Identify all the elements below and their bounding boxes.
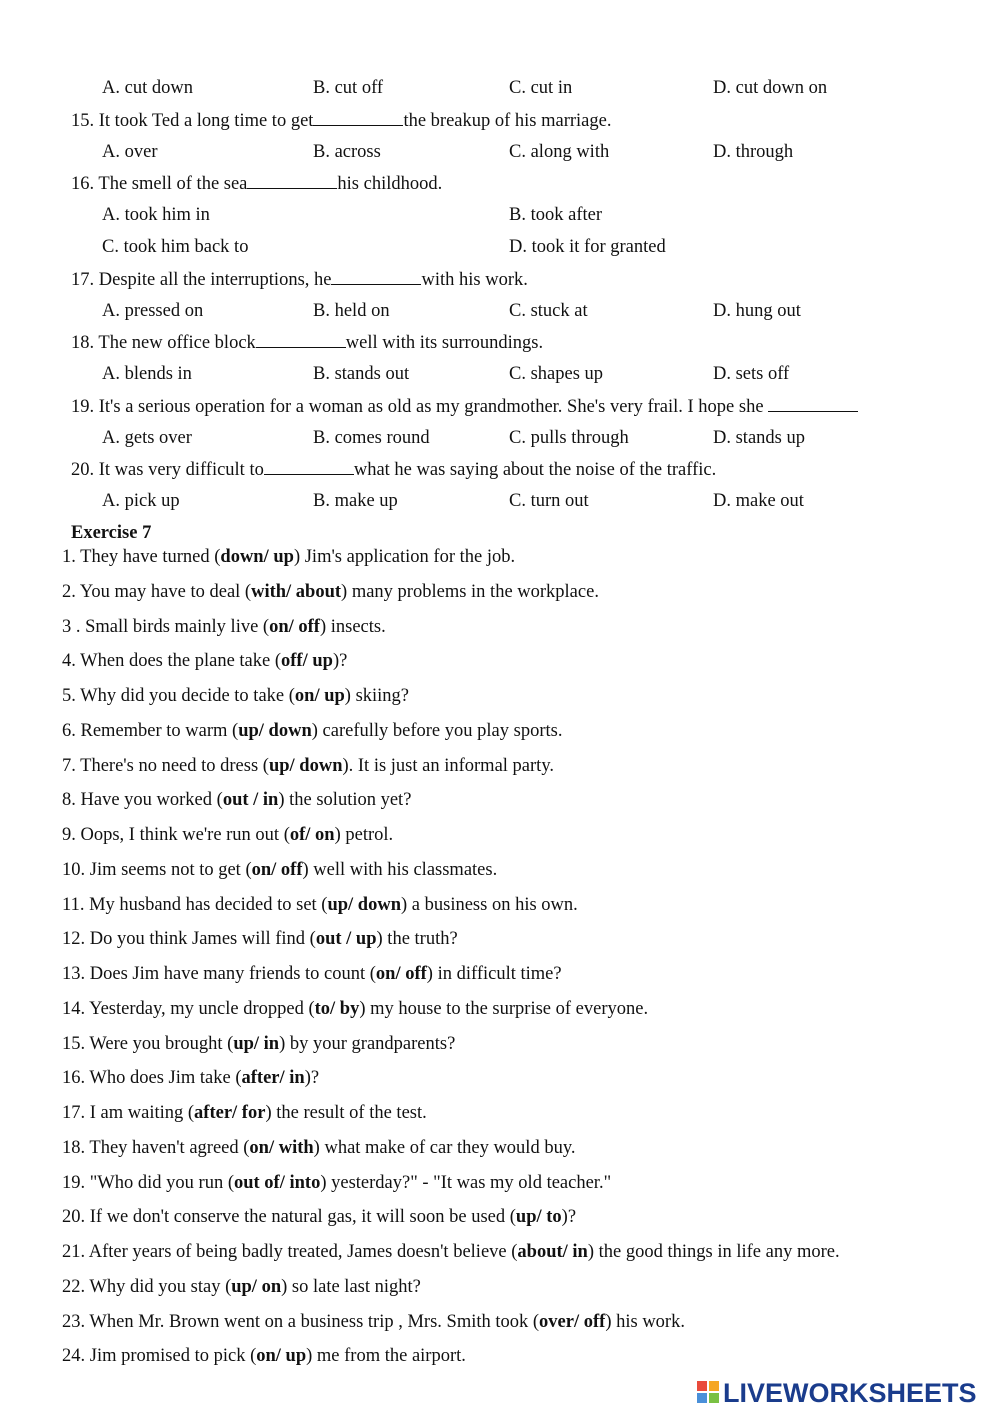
item-text: 13. Does Jim have many friends to count ( xyxy=(62,964,376,984)
item-text-after: )? xyxy=(561,1207,577,1227)
exercise-item xyxy=(62,1241,840,1263)
item-text-after: ) insects. xyxy=(319,617,386,637)
answer-option[interactable]: C. stuck at xyxy=(509,301,588,321)
exercise-item xyxy=(62,1102,427,1124)
item-text: 17. I am waiting ( xyxy=(62,1103,195,1123)
choice-options[interactable]: up/ down xyxy=(268,756,343,776)
item-text: 2. You may have to deal ( xyxy=(62,582,252,602)
answer-option[interactable]: B. stands out xyxy=(313,364,410,384)
question-number: 17. xyxy=(71,270,95,290)
exercise-item xyxy=(62,1067,319,1089)
answer-option[interactable]: D. sets off xyxy=(713,364,790,384)
answer-option[interactable]: D. through xyxy=(713,142,794,162)
choice-options[interactable]: off/ up xyxy=(281,651,333,671)
answer-blank[interactable] xyxy=(264,458,354,475)
item-text: 7. There's no need to dress ( xyxy=(62,756,269,776)
item-text: 11. My husband has decided to set ( xyxy=(62,895,328,915)
question-q19 xyxy=(71,395,858,418)
item-text-after: ) in difficult time? xyxy=(426,964,562,984)
exercise-item xyxy=(62,720,562,742)
choice-options[interactable]: up/ down xyxy=(238,721,312,741)
exercise-item xyxy=(62,1311,685,1333)
choice-options[interactable]: up/ to xyxy=(515,1207,562,1227)
item-text: 18. They haven't agreed ( xyxy=(62,1138,250,1158)
exercise-item xyxy=(62,1172,611,1194)
liveworksheets-brand-text: LIVEWORKSHEETS xyxy=(723,1378,977,1408)
choice-options[interactable]: after/ for xyxy=(194,1103,266,1123)
item-text-after: ) the result of the test. xyxy=(265,1103,427,1123)
item-text: 4. When does the plane take ( xyxy=(62,651,282,671)
item-text-after: ) by your grandparents? xyxy=(279,1034,456,1054)
item-text: 5. Why did you decide to take ( xyxy=(62,686,295,706)
item-text: 14. Yesterday, my uncle dropped ( xyxy=(62,999,315,1019)
question-text: It's a serious operation for a woman as old as my grandmother. She's very frail. I hope she xyxy=(98,397,764,417)
item-text-after: ) many problems in the workplace. xyxy=(341,582,599,602)
exercise-item xyxy=(62,650,347,672)
choice-options[interactable]: up/ in xyxy=(233,1034,280,1054)
exercise-item xyxy=(62,1345,466,1367)
exercise-item xyxy=(62,1206,576,1228)
question-number: 15. xyxy=(71,111,95,131)
answer-option[interactable]: A. over xyxy=(102,142,158,162)
answer-option[interactable]: A. gets over xyxy=(102,428,192,448)
answer-option[interactable]: C. shapes up xyxy=(509,364,604,384)
choice-options[interactable]: to/ by xyxy=(314,999,360,1019)
answer-option[interactable]: C. along with xyxy=(509,142,610,162)
answer-option[interactable]: C. turn out xyxy=(509,491,589,511)
question-text-after: with his work. xyxy=(421,270,528,290)
answer-option[interactable]: B. held on xyxy=(313,301,390,321)
item-text: 3 . Small birds mainly live ( xyxy=(62,617,270,637)
answer-blank[interactable] xyxy=(331,268,421,285)
question-number: 16. xyxy=(71,174,95,194)
question-text-after: well with its surroundings. xyxy=(345,333,544,353)
exercise-item xyxy=(62,894,578,916)
item-text: 9. Oops, I think we're run out ( xyxy=(62,825,290,845)
question-text: It was very difficult to xyxy=(98,460,264,480)
exercise-item xyxy=(62,685,409,707)
exercise-item xyxy=(62,963,562,985)
answer-option[interactable]: D. hung out xyxy=(713,301,801,321)
item-text: 15. Were you brought ( xyxy=(62,1034,234,1054)
item-text-after: ) petrol. xyxy=(334,825,394,845)
choice-options[interactable]: on/ off xyxy=(375,964,427,984)
question-q18 xyxy=(71,331,543,354)
item-text-after: ) well with his classmates. xyxy=(302,860,498,880)
answer-blank[interactable] xyxy=(313,109,403,126)
choice-options[interactable]: on/ with xyxy=(249,1138,314,1158)
item-text-after: ) my house to the surprise of everyone. xyxy=(359,999,649,1019)
question-text: The smell of the sea xyxy=(98,174,248,194)
question-q16 xyxy=(71,172,442,195)
item-text-after: ) Jim's application for the job. xyxy=(293,547,516,567)
choice-options[interactable]: over/ off xyxy=(539,1312,606,1332)
item-text: 20. If we don't conserve the natural gas, it will soon be used ( xyxy=(62,1207,516,1227)
question-text: Despite all the interruptions, he xyxy=(98,270,332,290)
item-text: 6. Remember to warm ( xyxy=(62,721,239,741)
item-text: 22. Why did you stay ( xyxy=(62,1277,232,1297)
exercise-item xyxy=(62,859,497,881)
exercise-item xyxy=(62,998,648,1020)
choice-options[interactable]: with/ about xyxy=(251,582,342,602)
question-q17 xyxy=(71,268,528,291)
exercise-item xyxy=(62,1033,455,1055)
choice-options[interactable]: out / in xyxy=(222,790,279,810)
answer-option[interactable]: A. pick up xyxy=(102,491,180,511)
question-q15 xyxy=(71,109,611,132)
answer-option[interactable]: A. cut down xyxy=(102,78,193,98)
answer-option[interactable]: C. pulls through xyxy=(509,428,629,448)
question-number: 20. xyxy=(71,460,95,480)
choice-options[interactable]: out of/ into xyxy=(233,1173,321,1193)
item-text-after: ) the good things in life any more. xyxy=(587,1242,840,1262)
item-text-after: ) the solution yet? xyxy=(278,790,412,810)
answer-option[interactable]: D. make out xyxy=(713,491,804,511)
item-text-after: )? xyxy=(304,1068,320,1088)
answer-option[interactable]: B. make up xyxy=(313,491,398,511)
item-text-after: ) me from the airport. xyxy=(306,1346,466,1366)
item-text: 8. Have you worked ( xyxy=(62,790,223,810)
answer-blank[interactable] xyxy=(247,172,337,189)
answer-option[interactable]: B. comes round xyxy=(313,428,430,448)
exercise-item xyxy=(62,789,411,811)
item-text: 10. Jim seems not to get ( xyxy=(62,860,252,880)
question-number: 18. xyxy=(71,333,95,353)
exercise-item xyxy=(62,546,515,568)
question-text: It took Ted a long time to get xyxy=(98,111,314,131)
answer-option[interactable]: A. blends in xyxy=(102,364,192,384)
choice-options[interactable]: about/ in xyxy=(517,1242,588,1262)
choice-options[interactable]: after/ in xyxy=(241,1068,305,1088)
answer-option[interactable]: B. across xyxy=(313,142,381,162)
choice-options[interactable]: on/ up xyxy=(256,1346,307,1366)
item-text: 12. Do you think James will find ( xyxy=(62,929,316,949)
answer-option[interactable]: D. stands up xyxy=(713,428,805,448)
exercise-item xyxy=(62,755,554,777)
liveworksheets-logo-icon xyxy=(697,1381,721,1405)
item-text-after: ) carefully before you play sports. xyxy=(311,721,563,741)
exercise-item xyxy=(62,824,393,846)
exercise-item xyxy=(62,581,599,603)
answer-option[interactable]: A. took him in xyxy=(102,205,210,225)
answer-option[interactable]: C. took him back to xyxy=(102,237,249,257)
choice-options[interactable]: down/ up xyxy=(220,547,294,567)
answer-option[interactable]: C. cut in xyxy=(509,78,573,98)
choice-options[interactable]: on/ off xyxy=(269,617,320,637)
choice-options[interactable]: out / up xyxy=(315,929,377,949)
question-text: The new office block xyxy=(98,333,256,353)
item-text-after: ) a business on his own. xyxy=(401,895,578,915)
choice-options[interactable]: of/ on xyxy=(289,825,335,845)
choice-options[interactable]: up/ down xyxy=(327,895,401,915)
item-text: 16. Who does Jim take ( xyxy=(62,1068,242,1088)
item-text-after: ) skiing? xyxy=(344,686,410,706)
exercise-item xyxy=(62,616,386,638)
question-number: 19. xyxy=(71,397,95,417)
item-text-after: )? xyxy=(332,651,348,671)
answer-option[interactable]: D. took it for granted xyxy=(509,237,666,257)
item-text-after: ) yesterday?" - "It was my old teacher." xyxy=(320,1173,612,1193)
choice-options[interactable]: up/ on xyxy=(231,1277,282,1297)
answer-blank[interactable] xyxy=(256,331,346,348)
item-text-after: ) so late last night? xyxy=(281,1277,421,1297)
item-text: 19. "Who did you run ( xyxy=(62,1173,234,1193)
question-q20 xyxy=(71,458,716,481)
answer-blank[interactable] xyxy=(768,395,858,412)
question-text-after: the breakup of his marriage. xyxy=(403,111,612,131)
item-text: 21. After years of being badly treated, James doesn't believe ( xyxy=(62,1242,518,1262)
exercise-item xyxy=(62,928,458,950)
answer-option[interactable]: B. cut off xyxy=(313,78,384,98)
exercise-item xyxy=(62,1276,421,1298)
answer-option[interactable]: A. pressed on xyxy=(102,301,204,321)
exercise-title: Exercise 7 xyxy=(71,523,152,543)
item-text-after: ). It is just an informal party. xyxy=(342,756,554,776)
item-text: 1. They have turned ( xyxy=(62,547,221,567)
item-text-after: ) the truth? xyxy=(376,929,458,949)
item-text: 23. When Mr. Brown went on a business trip , Mrs. Smith took ( xyxy=(62,1312,540,1332)
exercise-item xyxy=(62,1137,576,1159)
choice-options[interactable]: on/ up xyxy=(294,686,345,706)
answer-option[interactable]: D. cut down on xyxy=(713,78,828,98)
item-text-after: ) what make of car they would buy. xyxy=(313,1138,576,1158)
liveworksheets-logo[interactable] xyxy=(697,1378,977,1408)
item-text-after: ) his work. xyxy=(605,1312,685,1332)
question-text-after: his childhood. xyxy=(337,174,443,194)
choice-options[interactable]: on/ off xyxy=(251,860,303,880)
question-text-after: what he was saying about the noise of the traffic. xyxy=(353,460,717,480)
item-text: 24. Jim promised to pick ( xyxy=(62,1346,257,1366)
answer-option[interactable]: B. took after xyxy=(509,205,602,225)
